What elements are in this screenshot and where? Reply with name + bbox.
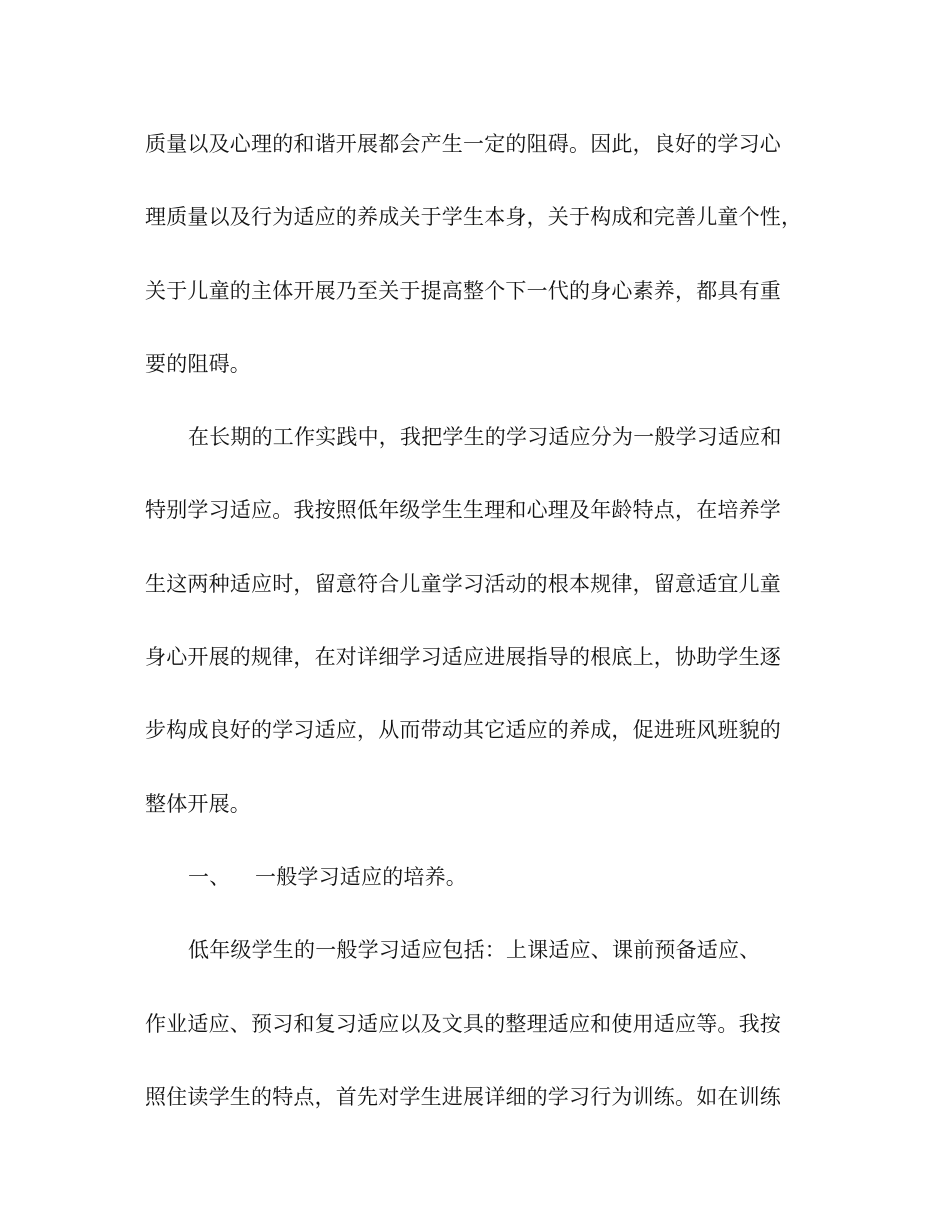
section-heading (145, 853, 815, 926)
text-line-1: 质量以及心理的和谐开展都会产生一定的阻碍。因此，良好的学习心 (145, 132, 781, 156)
paragraph-start-line: 在长期的工作实践中，我把学生的学习适应分为一般学习适应和 (188, 425, 782, 450)
text-line-6: 特别学习适应。我按照低年级学生生理和心理及年龄特点，在培养学 (145, 498, 781, 523)
text-line-7: 生这两种适应时，留意符合儿童学习活动的根本规律，留意适宜儿童 (145, 571, 781, 596)
document-body (145, 120, 815, 1146)
paragraph-start-line-2: 低年级学生的一般学习适应包括：上课适应、课前预备适应、 (188, 938, 761, 963)
text-line-9: 步构成良好的学习适应，从而带动其它适应的养成，促进班风班貌的 (145, 718, 781, 743)
text-line-2: 理质量以及行为适应的养成关于学生本身，关于构成和完善儿童个性， (145, 205, 803, 230)
text-line-4: 要的阻碍。 (145, 351, 251, 376)
text-line-3: 关于儿童的主体开展乃至关于提高整个下一代的身心素养，都具有重 (145, 278, 781, 303)
section-title: 一般学习适应的培养。 (255, 864, 467, 889)
text-line-14: 照住读学生的特点，首先对学生进展详细的学习行为训练。如在训练 (145, 1084, 781, 1109)
text-line-13: 作业适应、预习和复习适应以及文具的整理适应和使用适应等。我按 (145, 1011, 781, 1036)
text-line-10: 整体开展。 (145, 791, 251, 816)
text-line-8: 身心开展的规律，在对详细学习适应进展指导的根底上，协助学生逐 (145, 645, 781, 670)
section-number: 一、 (188, 864, 231, 889)
